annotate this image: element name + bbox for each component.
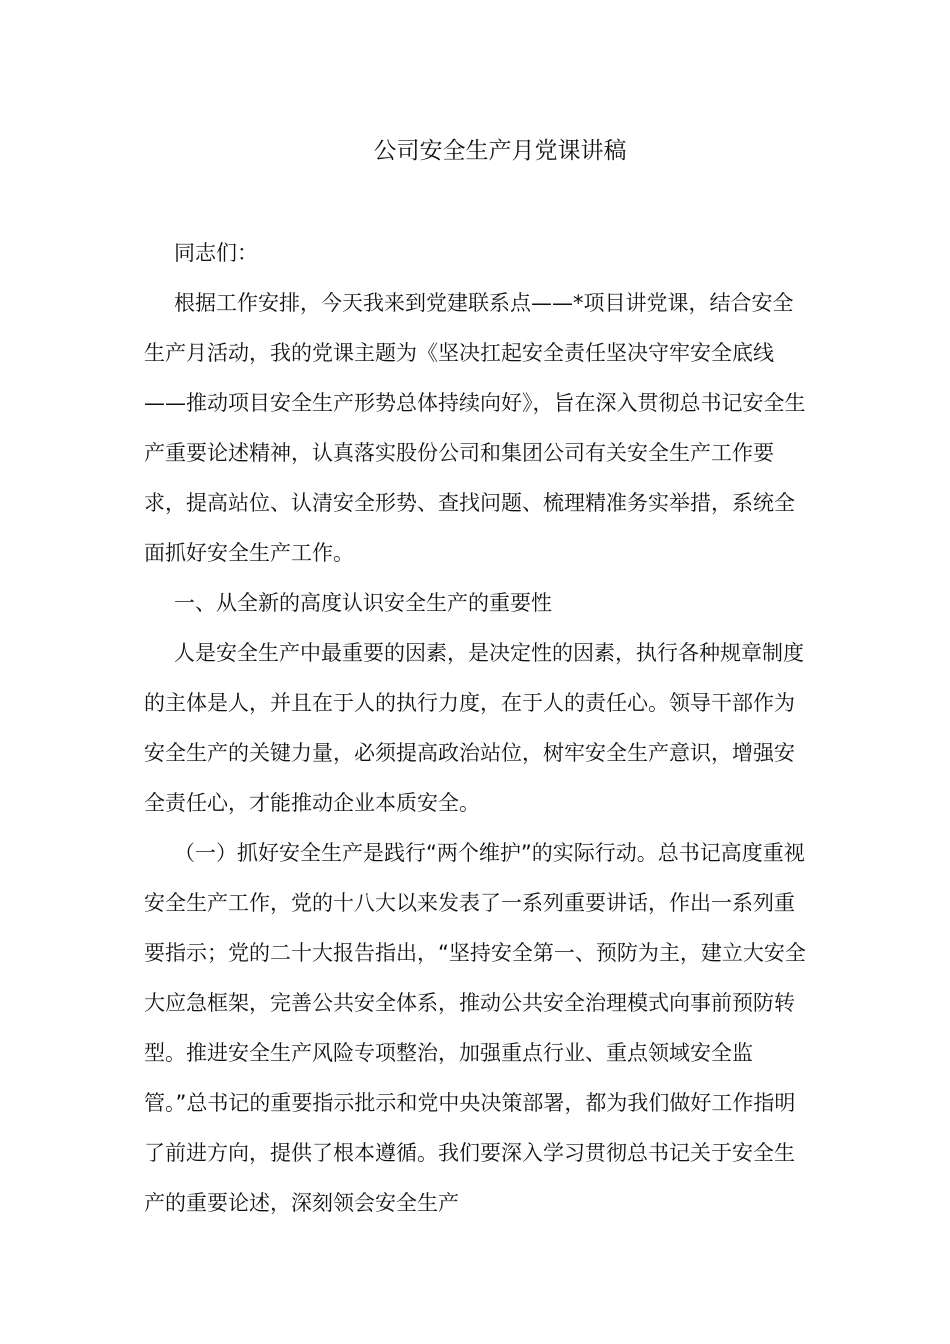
paragraph-intro: 根据工作安排，今天我来到党建联系点——*项目讲党课，结合安全生产月活动，我的党课主题为《坚决扛起安全责任坚决守牢安全底线——推动项目安全生产形势总体持续向好》，旨在深入贯彻总书记安全生产重要论述精神，认真落实股份公司和集团公司有关安全生产工作要求，提高站位、认清安全形势、查找问题、梳理精准务实举措，系统全面抓好安全生产工作。 (144, 291, 806, 565)
document-body (144, 228, 808, 1228)
greeting: 同志们： (174, 241, 258, 265)
document-title: 公司安全生产月党课讲稿 (373, 138, 627, 164)
paragraph-subsection-1: （一）抓好安全生产是践行“两个维护”的实际行动。总书记高度重视安全生产工作，党的十八大以来发表了一系列重要讲话，作出一系列重要指示；党的二十大报告指出，“坚持安全第一、预防为主，建立大安全大应急框架，完善公共安全体系，推动公共安全治理模式向事前预防转型。推进安全生产风险专项整治，加强重点行业、重点领域安全监管。”总书记的重要指示批示和党中央决策部署，都为我们做好工作指明了前进方向，提供了根本遵循。我们要深入学习贯彻总书记关于安全生产的重要论述，深刻领会安全生产 (144, 841, 806, 1215)
paragraph-people-factor: 人是安全生产中最重要的因素，是决定性的因素，执行各种规章制度的主体是人，并且在于人的执行力度，在于人的责任心。领导干部作为安全生产的关键力量，必须提高政治站位，树牢安全生产意识，增强安全责任心，才能推动企业本质安全。 (144, 641, 804, 815)
section-heading-1: 一、从全新的高度认识安全生产的重要性 (174, 591, 552, 615)
